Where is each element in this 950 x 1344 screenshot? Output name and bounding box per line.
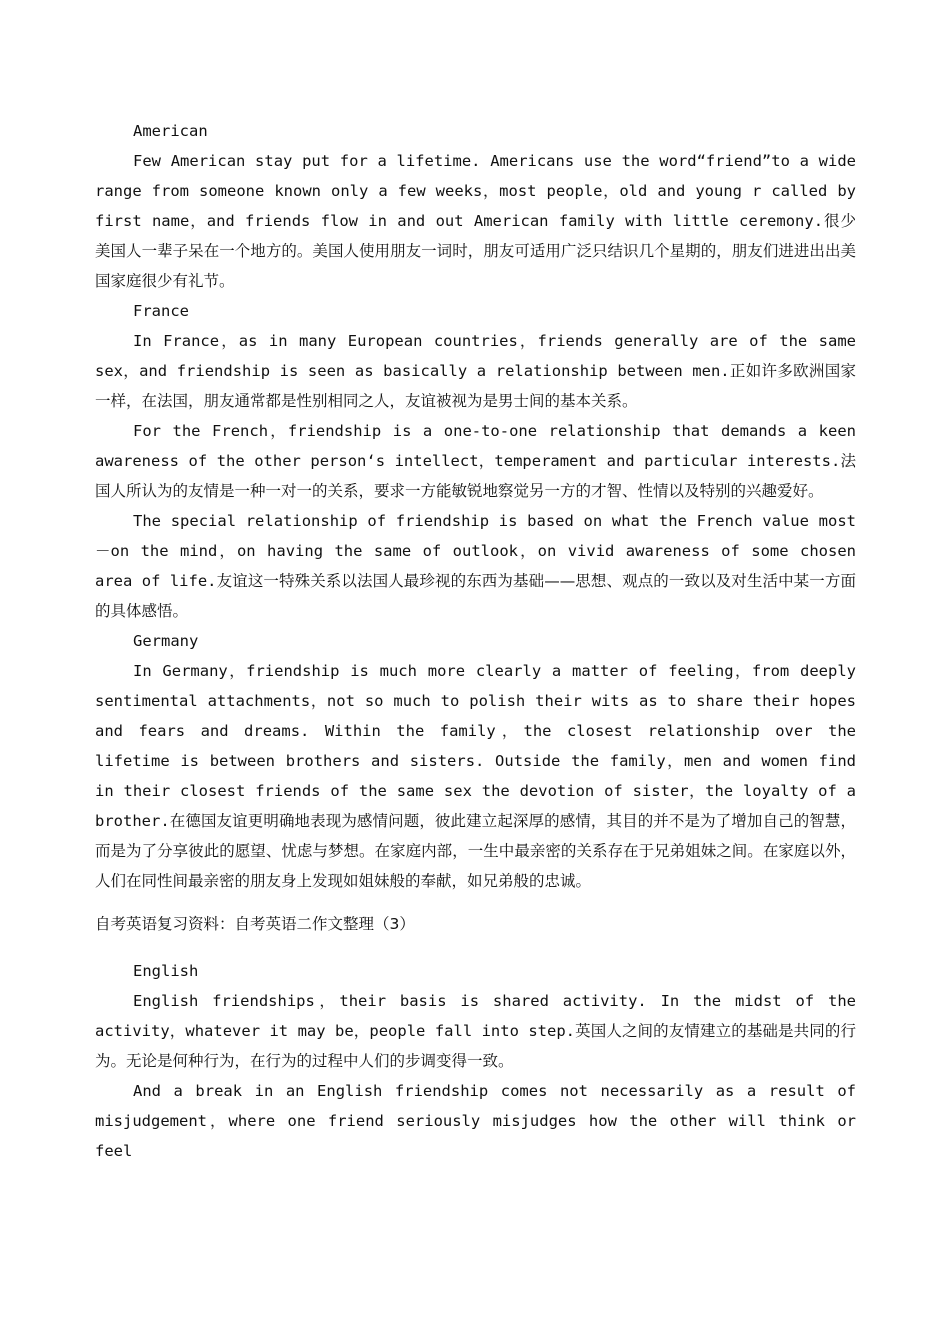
paragraph-france-1 <box>95 326 856 416</box>
paragraph-chinese-text: 友谊这一特殊关系以法国人最珍视的东西为基础——思想、观点的一致以及对生活中某一方面的具体感悟。 <box>95 572 856 620</box>
paragraph-english-text: English friendships，their basis is shared activity. In the midst of the activity，whatever it may be，people fall into step. <box>95 992 856 1040</box>
paragraph-english-text: The special relationship of friendship is based on what the French value most－on the mind，on having the same of outlook，on vivid awareness of some chosen area of life. <box>95 512 856 590</box>
paragraph-france-2 <box>95 416 856 506</box>
heading-france: France <box>133 302 189 320</box>
paragraph-france-3 <box>95 506 856 626</box>
heading-english: English <box>133 962 199 980</box>
paragraph-chinese-text: 很少美国人一辈子呆在一个地方的。美国人使用朋友一词时，朋友可适用广泛只结识几个星期的，朋友们进进出出美国家庭很少有礼节。 <box>95 212 856 290</box>
paragraph-english-text: For the French，friendship is a one-to-one relationship that demands a keen awareness of the other person‘s intellect，temperament and particular interests. <box>95 422 856 470</box>
paragraph-chinese-text: 英国人之间的友情建立的基础是共同的行为。无论是何种行为，在行为的过程中人们的步调变得一致。 <box>95 1022 856 1070</box>
paragraph-english-text: In France，as in many European countries，friends generally are of the same sex，and friendship is seen as basically a relationship between men. <box>95 332 856 380</box>
paragraph-english-text: In Germany，friendship is much more clearly a matter of feeling，from deeply sentimental attachments，not so much to polish their wits as to share their hopes and fears and dreams. Within the family，the closest relationship over the lifetime is between brothers and sisters. Outside the family，men and women find in their closest friends of the same sex the devotion of sister，the loyalty of a brother. <box>95 662 856 830</box>
heading-american: American <box>133 122 208 140</box>
paragraph-english-2 <box>95 1076 856 1166</box>
paragraph-english-text: And a break in an English friendship comes not necessarily as a result of misjudgement，where one friend seriously misjudges how the other will think or feel <box>95 1082 856 1160</box>
paragraph-chinese-text: 法国人所认为的友情是一种一对一的关系，要求一方能敏锐地察觉另一方的才智、性情以及特别的兴趣爱好。 <box>95 452 856 500</box>
paragraph-chinese-text: 正如许多欧洲国家一样，在法国，朋友通常都是性别相同之人，友谊被视为是男士间的基本关系。 <box>95 362 856 410</box>
document-page <box>95 116 856 1166</box>
paragraph-american-1 <box>95 146 856 296</box>
paragraph-english-1 <box>95 986 856 1076</box>
paragraph-english-text: Few American stay put for a lifetime. Americans use the word“friend”to a wide range from someone known only a few weeks，most people，old and young r called by first name，and friends flow in and out American family with little ceremony. <box>95 152 856 230</box>
heading-germany: Germany <box>133 632 199 650</box>
paragraph-germany-1 <box>95 656 856 896</box>
section-title: 自考英语复习资料：自考英语二作文整理（3） <box>95 915 415 933</box>
paragraph-chinese-text: 在德国友谊更明确地表现为感情问题，彼此建立起深厚的感情，其目的并不是为了增加自己的智慧，而是为了分享彼此的愿望、忧虑与梦想。在家庭内部，一生中最亲密的关系存在于兄弟姐妹之间。在家庭以外，人们在同性间最亲密的朋友身上发现如姐妹般的奉献，如兄弟般的忠诚。 <box>95 812 856 890</box>
